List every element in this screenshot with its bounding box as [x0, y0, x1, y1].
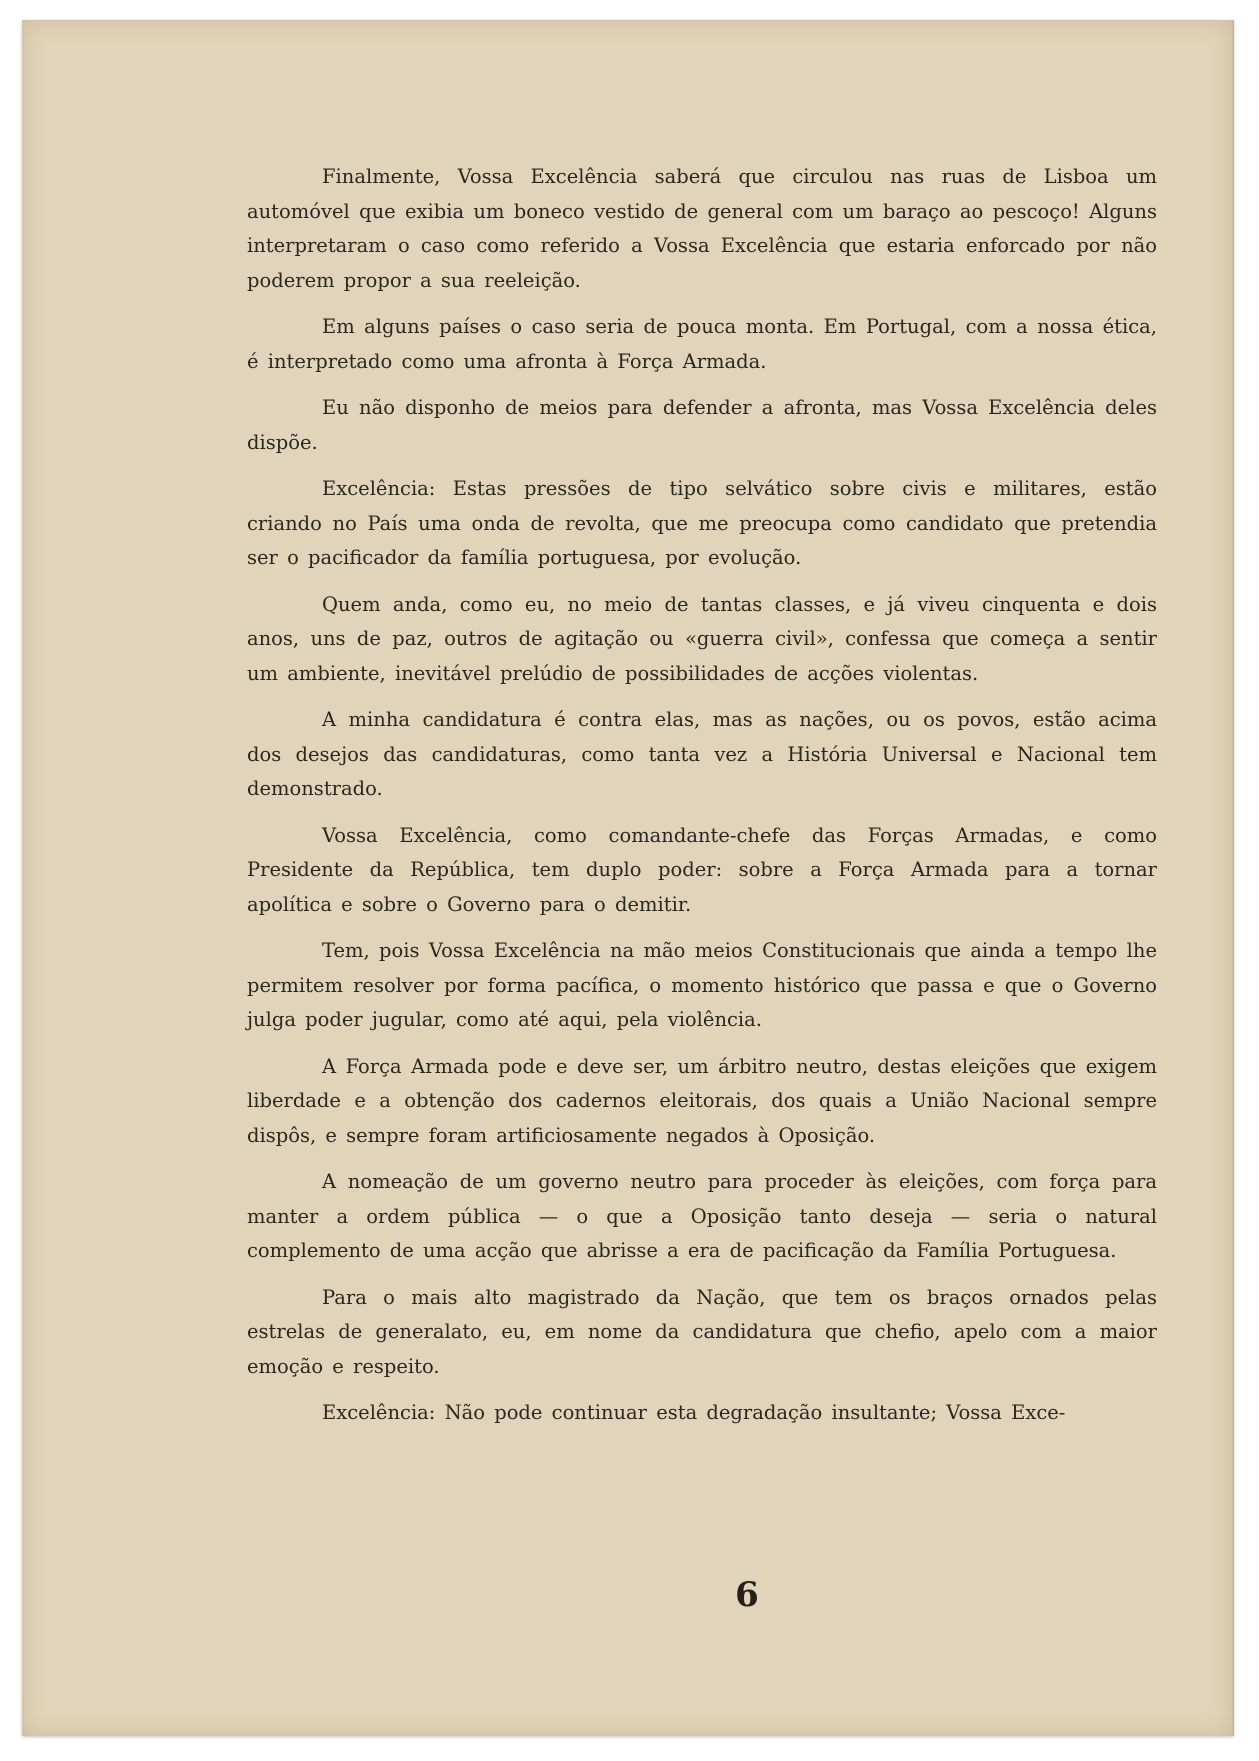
paragraph: Para o mais alto magistrado da Nação, que tem os braços ornados pelas estrelas de generalato, eu, em nome da candidatura que chefio, apelo com a maior emoção e respeito. — [247, 1285, 1157, 1378]
paragraph: Tem, pois Vossa Excelência na mão meios Constitucionais que ainda a tempo lhe permitem resolver por forma pacífica, o momento histórico que passa e que o Governo julga poder jugular, como até aqui, pela violência. — [247, 939, 1157, 1031]
body-text — [247, 160, 1157, 1431]
paragraph: Excelência: Não pode continuar esta degradação insultante; Vossa Exce- — [322, 1401, 1066, 1424]
paragraph: Excelência: Estas pressões de tipo selvático sobre civis e militares, estão criando no País uma onda de revolta, que me preocupa como candidato que pretendia ser o pacificador da família portuguesa, por evolução. — [247, 477, 1157, 569]
paragraph: Eu não disponho de meios para defender a afronta, mas Vossa Excelência deles dispõe. — [247, 396, 1157, 454]
paragraph: A nomeação de um governo neutro para proceder às eleições, com força para manter a ordem pública — o que a Oposição tanto deseja — seria o natural complemento de uma acção que abrisse a era de pacificação da Família Portuguesa. — [247, 1170, 1157, 1262]
page-number: 6 — [735, 1575, 759, 1615]
paragraph: Quem anda, como eu, no meio de tantas classes, e já viveu cinquenta e dois anos, uns de paz, outros de agitação ou «guerra civil», confessa que começa a sentir um ambiente, inevitável prelúdio de possibilidades de acções violentas. — [247, 592, 1157, 685]
paragraph: A minha candidatura é contra elas, mas as nações, ou os povos, estão acima dos desejos das candidaturas, como tanta vez a História Universal e Nacional tem demonstrado. — [247, 708, 1157, 800]
paragraph: A Força Armada pode e deve ser, um árbitro neutro, destas eleições que exigem liberdade e a obtenção dos cadernos eleitorais, dos quais a União Nacional sempre dispôs, e sempre foram artificiosamente negados à Oposição. — [247, 1054, 1157, 1147]
paragraph: Finalmente, Vossa Excelência saberá que circulou nas ruas de Lisboa um automóvel que exibia um boneco vestido de general com um baraço ao pescoço! Alguns interpretaram o caso como referido a Vossa Excelência que estaria enforcado por não poderem propor a sua reeleição. — [247, 165, 1157, 292]
paragraph: Vossa Excelência, como comandante-chefe das Forças Armadas, e como Presidente da República, tem duplo poder: sobre a Força Armada para a tornar apolítica e sobre o Governo para o demitir. — [247, 823, 1157, 916]
document-page — [22, 20, 1234, 1736]
paragraph: Em alguns países o caso seria de pouca monta. Em Portugal, com a nossa ética, é interpretado como uma afronta à Força Armada. — [247, 315, 1157, 373]
